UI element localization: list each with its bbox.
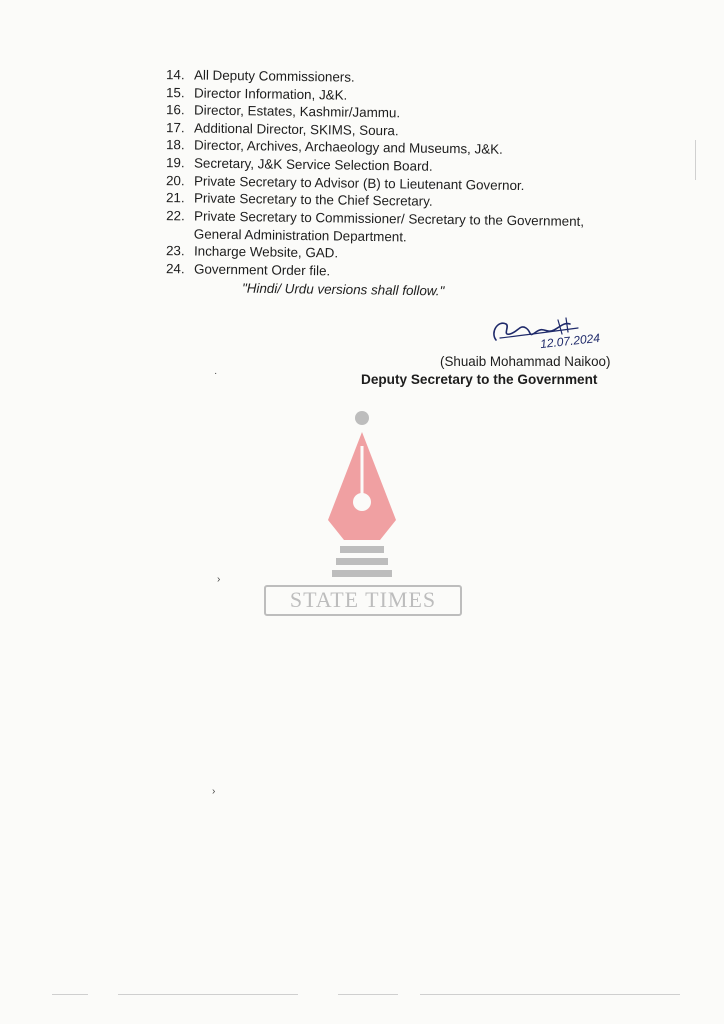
scan-speck: › (217, 574, 221, 585)
list-item-text-continued: General Administration Department. (193, 225, 407, 244)
list-item-number: 19. (165, 155, 185, 171)
list-item-text: Director Information, J&K. (193, 85, 348, 103)
list-item-text: All Deputy Commissioners. (193, 67, 355, 85)
list-item-text: Private Secretary to Advisor (B) to Lieutenant Governor. (193, 173, 525, 193)
list-item-number: 22. (166, 207, 185, 224)
list-item-number: 18. (165, 137, 185, 153)
list-item-text: Director, Estates, Kashmir/Jammu. (193, 102, 401, 121)
scan-edge-mark (695, 140, 696, 180)
signature-date: 12.07.2024 (539, 330, 601, 352)
list-item-text: Government Order file. (193, 261, 331, 278)
scan-speck: › (212, 786, 216, 797)
list-item-number: 15. (165, 84, 185, 100)
list-item-number: 17. (165, 119, 185, 136)
list-item-text: Incharge Website, GAD. (193, 243, 339, 261)
list-item-number: 24. (165, 260, 185, 276)
scan-footer-line (52, 994, 88, 995)
list-item-text: Director, Archives, Archaeology and Museums, J&K. (193, 137, 503, 158)
language-note: "Hindi/ Urdu versions shall follow." (241, 280, 445, 299)
list-item-number: 23. (165, 243, 185, 259)
list-item-number: 14. (165, 67, 185, 83)
list-item-text: Additional Director, SKIMS, Soura. (193, 120, 399, 139)
watermark-brand-text: STATE TIMES (264, 585, 462, 616)
pen-nib-watermark-icon (314, 410, 410, 590)
list-item-text: Private Secretary to Commissioner/ Secretary to the Government, (194, 208, 585, 229)
list-item-number: 16. (165, 102, 185, 118)
distribution-list (160, 66, 630, 277)
list-item-text: Private Secretary to the Chief Secretary. (193, 190, 433, 209)
signatory-name: (Shuaib Mohammad Naikoo) (440, 354, 611, 369)
list-item-number: 21. (165, 190, 185, 206)
scan-footer-line (118, 994, 298, 995)
signatory-designation: Deputy Secretary to the Government (361, 372, 598, 387)
list-item-number: 20. (165, 172, 185, 188)
list-item-text: Secretary, J&K Service Selection Board. (193, 155, 433, 174)
scan-footer-line (338, 994, 398, 995)
scan-speck: · (214, 368, 218, 379)
scan-footer-line (420, 994, 680, 995)
